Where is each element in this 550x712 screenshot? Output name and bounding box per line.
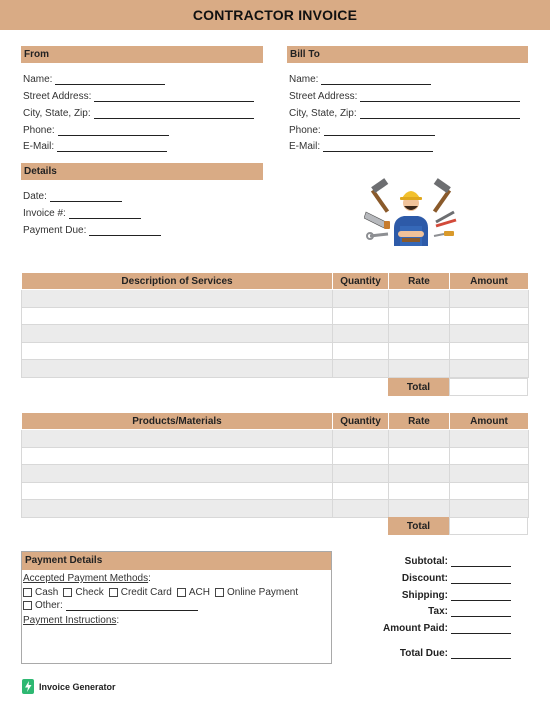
online-payment-checkbox[interactable] [215,588,224,597]
amount-cell[interactable] [450,325,529,343]
from-name-field[interactable]: Name: [23,73,165,85]
rate-cell[interactable] [389,290,450,308]
discount-input[interactable] [451,583,511,584]
bill-to-email-field[interactable]: E-Mail: [289,140,433,152]
screwdriver-icon [434,231,454,236]
quantity-cell[interactable] [333,325,389,343]
quantity-cell[interactable] [333,342,389,360]
check-checkbox[interactable] [63,588,72,597]
discount-label: Discount: [401,573,448,584]
other-checkbox[interactable] [23,601,32,610]
shipping-input[interactable] [451,600,511,601]
services-total-row [388,378,528,396]
tax-input[interactable] [451,616,511,617]
products-quantity-header: Quantity [333,413,389,430]
description-cell[interactable] [22,360,333,378]
credit-card-checkbox[interactable] [109,588,118,597]
subtotal-label: Subtotal: [404,556,448,567]
bill-to-heading: Bill To [287,46,528,63]
bill-to-city-field[interactable]: City, State, Zip: [289,107,520,119]
services-header-row [22,273,529,290]
saw-icon [364,212,390,229]
services-rate-header: Rate [389,273,450,290]
services-description-header: Description of Services [22,273,333,290]
cash-checkbox[interactable] [23,588,32,597]
rate-cell[interactable] [389,430,450,448]
amount-paid-input[interactable] [451,633,511,634]
quantity-cell[interactable] [333,307,389,325]
products-rate-header: Rate [389,413,450,430]
payment-details-heading: Payment Details [22,552,331,570]
worker-figure [394,191,428,246]
products-total-value[interactable] [449,517,528,535]
payment-methods-row [23,587,303,598]
description-cell[interactable] [22,500,333,518]
contractor-illustration [364,176,458,246]
ach-checkbox[interactable] [177,588,186,597]
invoice-generator-logo[interactable] [22,679,116,694]
amount-cell[interactable] [450,465,529,483]
hammer-icon [371,178,389,213]
subtotal-input[interactable] [451,566,511,567]
amount-cell[interactable] [450,360,529,378]
details-heading: Details [21,163,263,180]
accepted-methods-label: Accepted Payment Methods : [23,573,151,584]
invoice-title: CONTRACTOR INVOICE [192,7,358,23]
invoice-title-bar [0,0,550,30]
rate-cell[interactable] [389,465,450,483]
products-amount-header: Amount [450,413,529,430]
table-row [22,290,529,308]
from-street-field[interactable]: Street Address: [23,90,254,102]
tax-label: Tax: [428,606,448,617]
services-amount-header: Amount [450,273,529,290]
table-row [22,342,529,360]
rate-cell[interactable] [389,447,450,465]
table-row [22,360,529,378]
quantity-cell[interactable] [333,482,389,500]
brand-name: Invoice Generator [39,681,116,692]
rate-cell[interactable] [389,307,450,325]
products-table [21,412,529,518]
description-cell[interactable] [22,290,333,308]
from-phone-field[interactable]: Phone: [23,124,169,136]
from-heading: From [21,46,263,63]
description-cell[interactable] [22,430,333,448]
quantity-cell[interactable] [333,290,389,308]
other-label: Other: [35,600,63,611]
amount-cell[interactable] [450,482,529,500]
quantity-cell[interactable] [333,465,389,483]
products-total-row [388,517,528,535]
products-description-header: Products/Materials [22,413,333,430]
online-payment-label: Online Payment [226,587,299,598]
description-cell[interactable] [22,482,333,500]
table-row [22,430,529,448]
hammer-icon [433,178,451,213]
ach-label: ACH [188,587,210,598]
services-total-label: Total [388,378,449,396]
rate-cell[interactable] [389,500,450,518]
table-row [22,482,529,500]
check-label: Check [75,587,104,598]
description-cell[interactable] [22,325,333,343]
from-city-field[interactable]: City, State, Zip: [23,107,254,119]
from-email-field[interactable]: E-Mail: [23,140,167,152]
amount-cell[interactable] [450,500,529,518]
payment-due-field[interactable]: Payment Due: [23,224,161,236]
total-due-input[interactable] [451,658,511,659]
services-table [21,272,529,378]
bill-to-name-field[interactable]: Name: [289,73,431,85]
amount-cell[interactable] [450,307,529,325]
table-row [22,500,529,518]
description-cell[interactable] [22,307,333,325]
quantity-cell[interactable] [333,447,389,465]
table-row [22,447,529,465]
shipping-label: Shipping: [401,590,448,601]
date-field[interactable]: Date: [23,190,122,202]
amount-cell[interactable] [450,430,529,448]
rate-cell[interactable] [389,325,450,343]
products-total-label: Total [388,517,449,535]
rate-cell[interactable] [389,360,450,378]
cash-label: Cash [35,587,59,598]
description-cell[interactable] [22,447,333,465]
credit-card-label: Credit Card [120,587,172,598]
table-row [22,307,529,325]
table-row [22,465,529,483]
quantity-cell[interactable] [333,500,389,518]
payment-instructions-label: Payment Instructions : [23,615,120,626]
quantity-cell[interactable] [333,430,389,448]
products-header-row [22,413,529,430]
other-method-input[interactable] [66,601,198,611]
wrench-icon [367,233,388,239]
amount-cell[interactable] [450,447,529,465]
bill-to-phone-field[interactable]: Phone: [289,124,435,136]
rate-cell[interactable] [389,482,450,500]
description-cell[interactable] [22,342,333,360]
invoice-number-field[interactable]: Invoice #: [23,207,141,219]
services-total-value[interactable] [449,378,528,396]
lightning-bolt-icon [22,679,34,694]
amount-cell[interactable] [450,290,529,308]
table-row [22,325,529,343]
rate-cell[interactable] [389,342,450,360]
quantity-cell[interactable] [333,360,389,378]
amount-cell[interactable] [450,342,529,360]
bill-to-street-field[interactable]: Street Address: [289,90,520,102]
amount-paid-label: Amount Paid: [383,623,448,634]
description-cell[interactable] [22,465,333,483]
total-due-label: Total Due: [399,648,448,659]
pliers-icon [436,212,456,226]
other-method-row [23,600,198,611]
services-quantity-header: Quantity [333,273,389,290]
